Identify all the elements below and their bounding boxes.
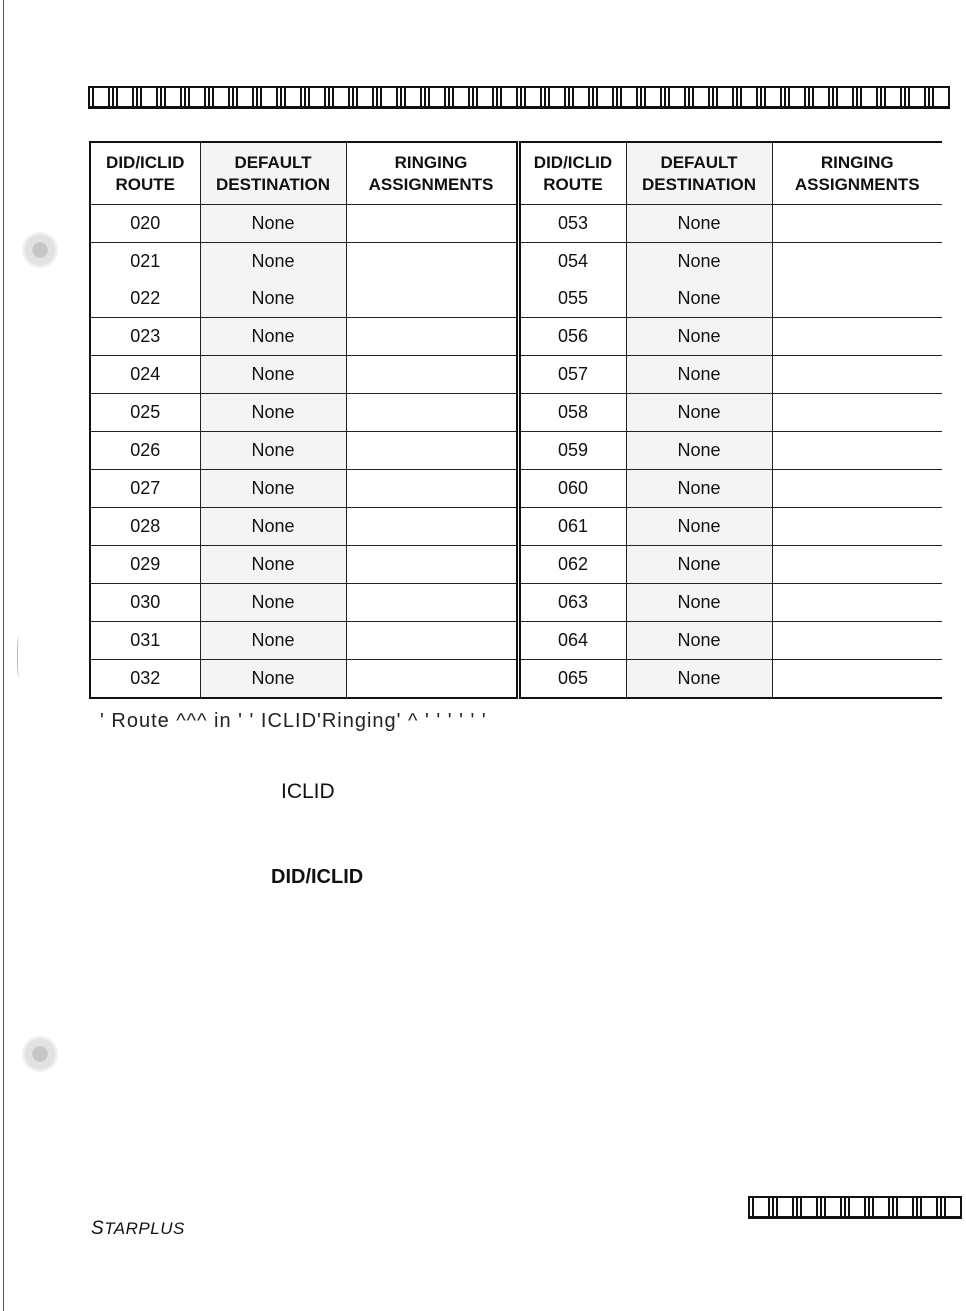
cell-ringing-assignments-right [772,546,942,584]
table-row [90,394,942,432]
cell-default-destination-left: None [200,584,346,622]
cell-route-right: 055 [518,280,626,318]
greek-key-border-bottom [748,1196,962,1219]
cell-route-right: 062 [518,546,626,584]
cell-ringing-assignments-left [346,280,518,318]
cell-ringing-assignments-left [346,508,518,546]
table-header-row [90,142,942,205]
footnote: ' Route ^^^ in ' ' ICLID'Ringing' ^ ' ' ' ' ' ' [100,710,487,732]
cell-ringing-assignments-left [346,356,518,394]
cell-default-destination-left: None [200,280,346,318]
cell-default-destination-left: None [200,432,346,470]
cell-default-destination-right: None [626,546,772,584]
cell-ringing-assignments-right [772,432,942,470]
cell-ringing-assignments-left [346,660,518,699]
cell-route-right: 059 [518,432,626,470]
page-edge-rule [3,0,4,1311]
cell-route-right: 063 [518,584,626,622]
cell-route-left: 031 [90,622,200,660]
did-iclid-routes-table [89,141,942,699]
cell-ringing-assignments-right [772,584,942,622]
cell-route-left: 027 [90,470,200,508]
cell-default-destination-left: None [200,356,346,394]
cell-route-right: 053 [518,205,626,243]
binder-hole-top [22,232,58,268]
cell-default-destination-left: None [200,243,346,281]
cell-default-destination-left: None [200,622,346,660]
cell-route-right: 064 [518,622,626,660]
cell-ringing-assignments-left [346,546,518,584]
cell-ringing-assignments-right [772,470,942,508]
cell-ringing-assignments-right [772,205,942,243]
cell-ringing-assignments-left [346,394,518,432]
cell-route-right: 054 [518,243,626,281]
table-row [90,584,942,622]
cell-route-right: 057 [518,356,626,394]
cell-default-destination-right: None [626,243,772,281]
cell-default-destination-right: None [626,622,772,660]
cell-ringing-assignments-left [346,432,518,470]
cell-ringing-assignments-right [772,280,942,318]
table-row [90,546,942,584]
cell-default-destination-right: None [626,584,772,622]
cell-default-destination-left: None [200,508,346,546]
cell-default-destination-right: None [626,280,772,318]
header-default-destination-left: DEFAULT DESTINATION [200,142,346,205]
cell-route-right: 060 [518,470,626,508]
table-row [90,243,942,281]
cell-default-destination-left: None [200,546,346,584]
cell-default-destination-right: None [626,508,772,546]
margin-mark [17,636,22,678]
cell-ringing-assignments-left [346,318,518,356]
cell-default-destination-right: None [626,394,772,432]
cell-route-left: 020 [90,205,200,243]
cell-route-left: 030 [90,584,200,622]
table-row [90,205,942,243]
cell-default-destination-right: None [626,318,772,356]
table-row [90,508,942,546]
cell-default-destination-right: None [626,660,772,699]
binder-hole-bottom [22,1036,58,1072]
did-iclid-label: DID/ICLID [271,866,364,888]
cell-default-destination-right: None [626,470,772,508]
cell-route-left: 025 [90,394,200,432]
cell-ringing-assignments-right [772,318,942,356]
cell-route-left: 026 [90,432,200,470]
header-route-right: DID/ICLID ROUTE [518,142,626,205]
cell-route-left: 024 [90,356,200,394]
header-default-destination-right: DEFAULT DESTINATION [626,142,772,205]
table-row [90,318,942,356]
table-row [90,470,942,508]
table-row [90,622,942,660]
cell-ringing-assignments-right [772,394,942,432]
cell-route-left: 032 [90,660,200,699]
header-ringing-assignments-left: RINGING ASSIGNMENTS [346,142,518,205]
cell-default-destination-left: None [200,205,346,243]
cell-ringing-assignments-left [346,243,518,281]
table-row [90,660,942,699]
cell-route-left: 021 [90,243,200,281]
cell-default-destination-right: None [626,356,772,394]
starplus-brand [91,1218,185,1240]
cell-default-destination-right: None [626,205,772,243]
greek-key-border-top [88,86,950,109]
cell-ringing-assignments-right [772,622,942,660]
header-ringing-assignments-right: RINGING ASSIGNMENTS [772,142,942,205]
brand-initial: S [91,1218,105,1239]
cell-route-left: 022 [90,280,200,318]
cell-default-destination-left: None [200,318,346,356]
cell-default-destination-right: None [626,432,772,470]
cell-ringing-assignments-left [346,205,518,243]
cell-ringing-assignments-right [772,660,942,699]
iclid-label: ICLID [281,780,335,803]
cell-ringing-assignments-left [346,622,518,660]
cell-route-left: 028 [90,508,200,546]
table-row [90,280,942,318]
cell-route-left: 023 [90,318,200,356]
cell-ringing-assignments-right [772,356,942,394]
cell-route-right: 056 [518,318,626,356]
cell-default-destination-left: None [200,394,346,432]
cell-default-destination-left: None [200,660,346,699]
cell-route-right: 065 [518,660,626,699]
cell-default-destination-left: None [200,470,346,508]
cell-route-right: 061 [518,508,626,546]
cell-ringing-assignments-left [346,470,518,508]
cell-route-left: 029 [90,546,200,584]
cell-ringing-assignments-left [346,584,518,622]
table-row [90,432,942,470]
table-row [90,356,942,394]
cell-ringing-assignments-right [772,243,942,281]
brand-rest: TARPLUS [104,1219,185,1238]
header-route-left: DID/ICLID ROUTE [90,142,200,205]
cell-ringing-assignments-right [772,508,942,546]
cell-route-right: 058 [518,394,626,432]
